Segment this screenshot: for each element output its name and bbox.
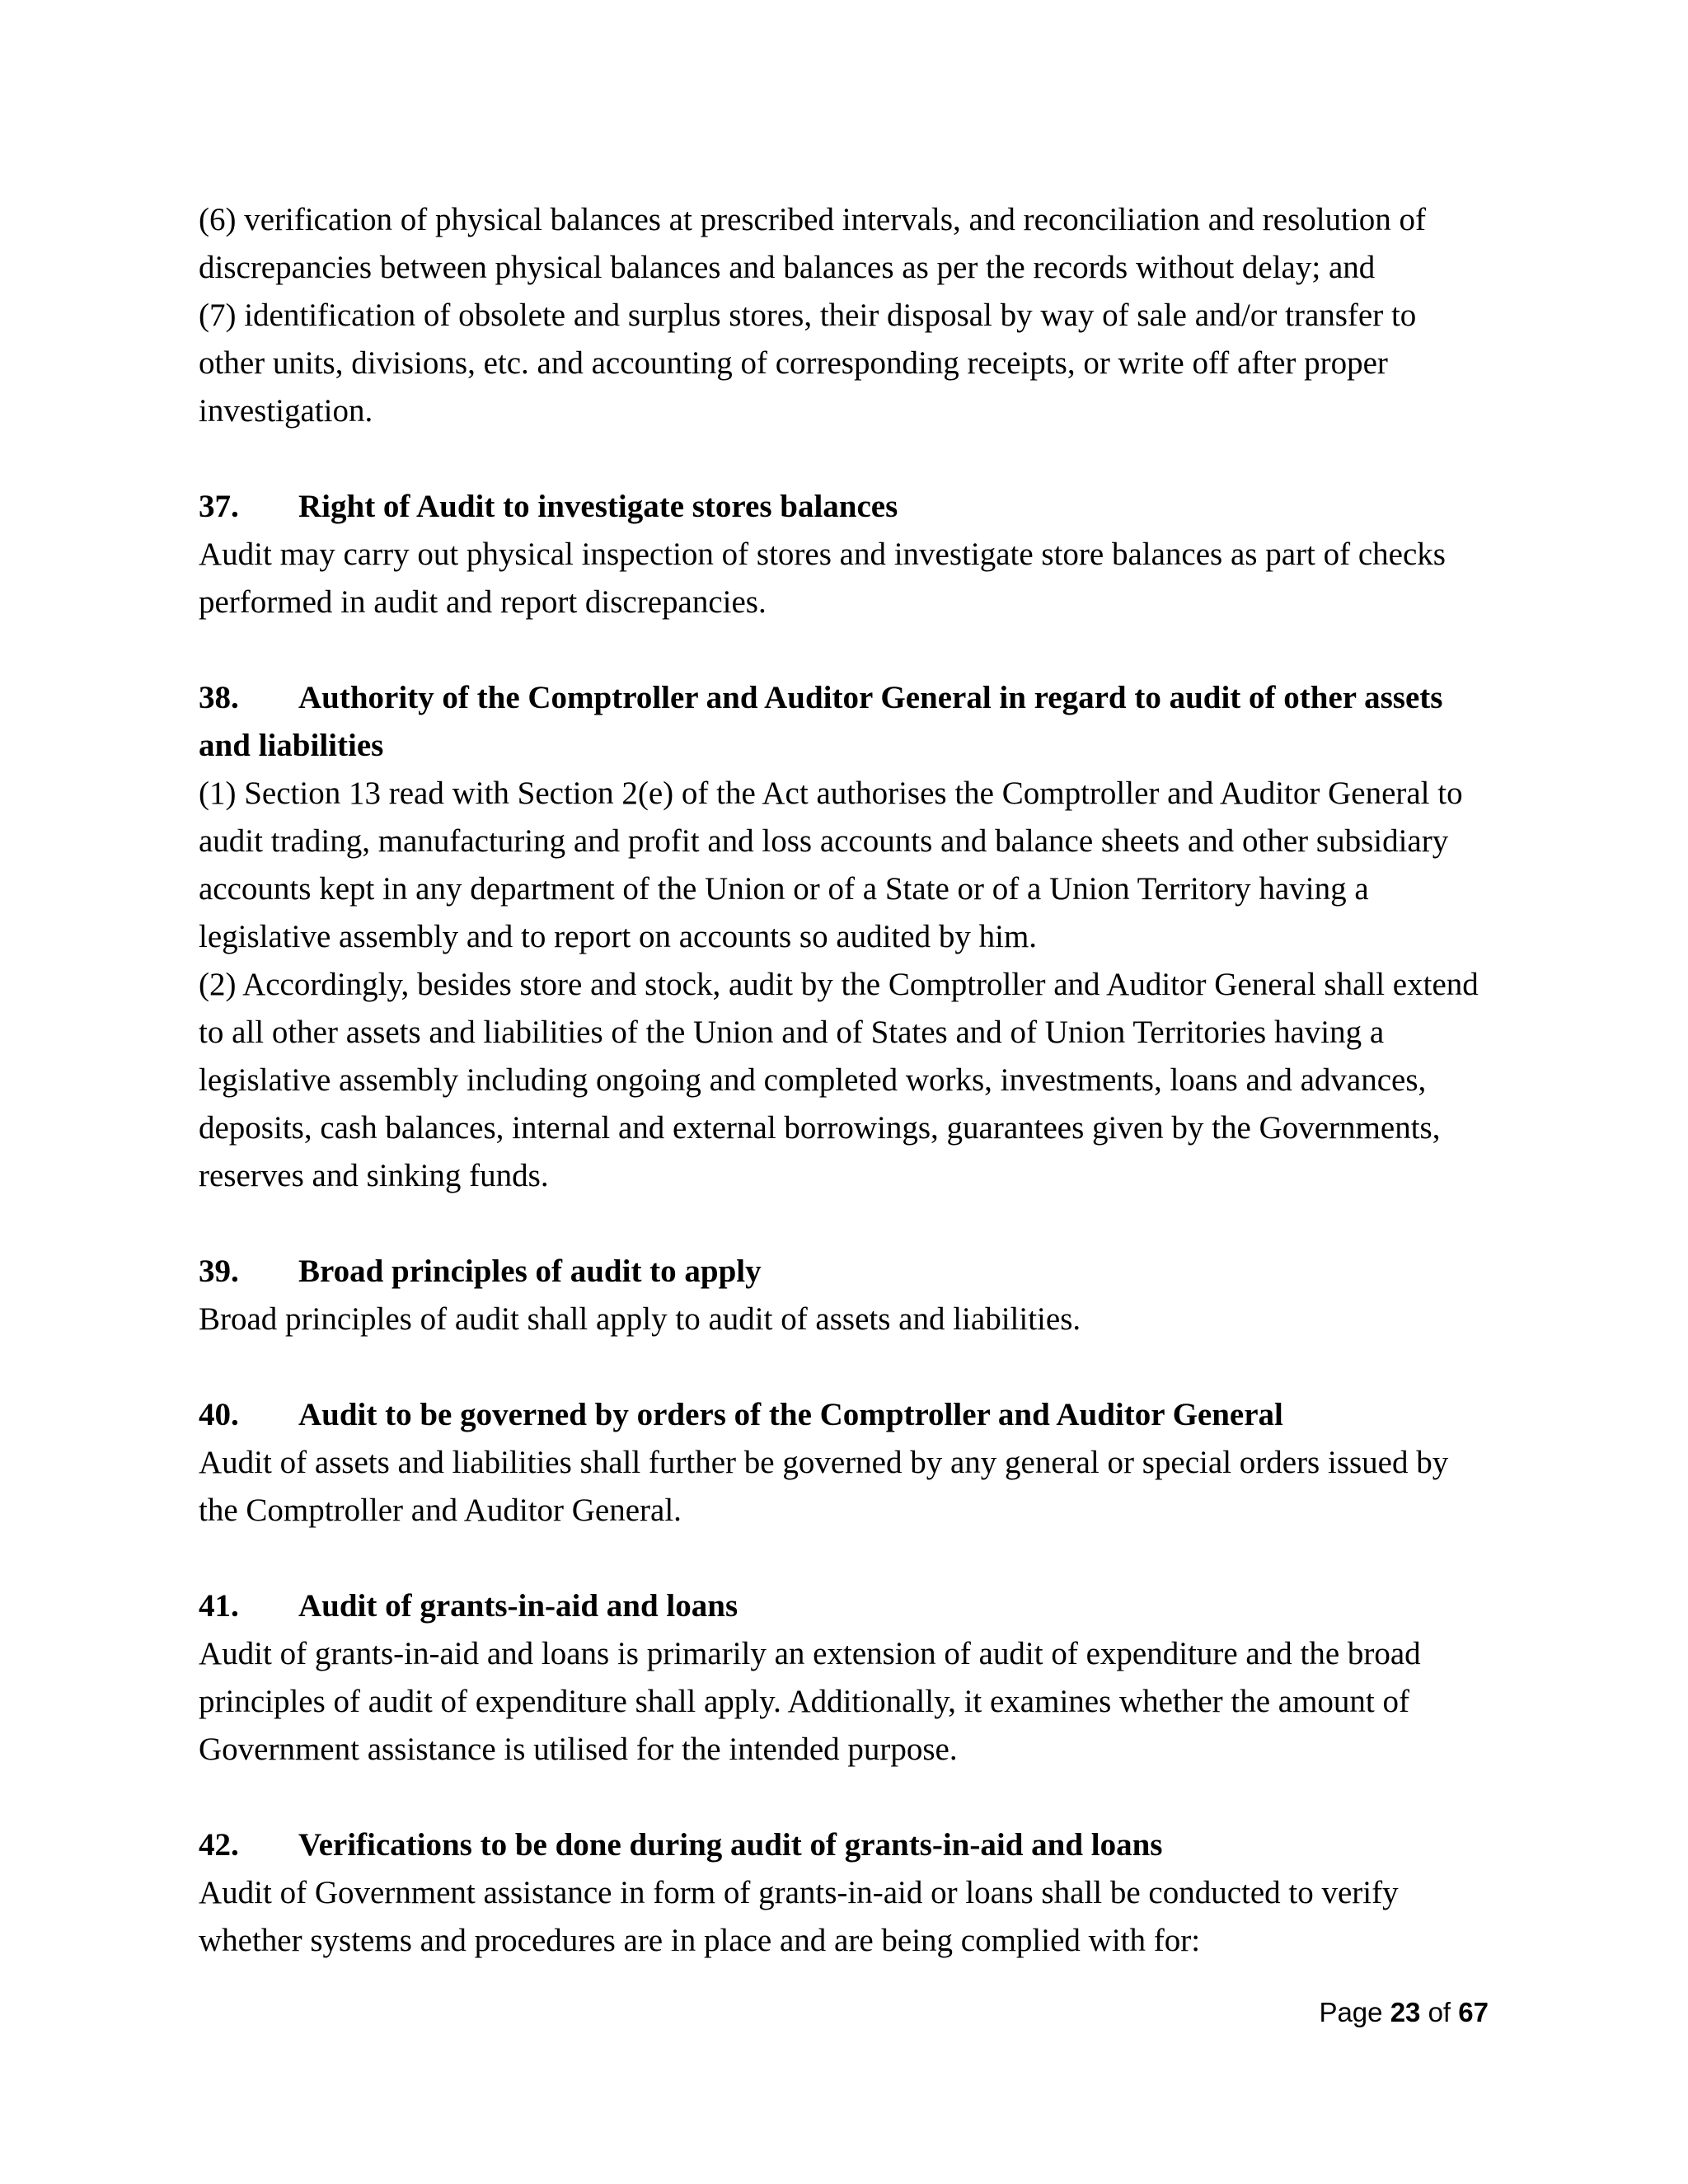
section-title: Verifications to be done during audit of grants-in-aid and loans [298, 1827, 1163, 1863]
total-pages-number: 67 [1458, 1997, 1489, 2027]
section-title: Audit of grants-in-aid and loans [298, 1588, 738, 1624]
section-title: Right of Audit to investigate stores balances [298, 489, 898, 524]
page-of-label: of [1428, 1997, 1451, 2027]
section-heading [199, 1248, 1489, 1296]
section-39 [199, 1248, 1489, 1343]
document-page [199, 196, 1489, 1965]
section-paragraph: Audit of Government assistance in form of grants-in-aid or loans shall be conducted to verify whether systems and procedures are in place and are being complied with for: [199, 1875, 1399, 1958]
section-title: Authority of the Comptroller and Auditor General in regard to audit of other assets and liabilities [199, 680, 1443, 763]
section-title: Broad principles of audit to apply [298, 1254, 762, 1289]
page-label: Page [1319, 1997, 1383, 2027]
section-number: 39. [199, 1254, 239, 1289]
section-heading [199, 1391, 1489, 1439]
section-number: 38. [199, 680, 239, 715]
intro-paragraph-6: (6) verification of physical balances at prescribed intervals, and reconciliation and resolution of discrepancies between physical balances and balances as per the records without delay; and [199, 202, 1427, 285]
section-number: 41. [199, 1588, 239, 1624]
section-paragraph: Audit may carry out physical inspection of stores and investigate store balances as part of checks performed in audit and report discrepancies. [199, 537, 1446, 620]
page-footer [0, 1996, 1489, 2029]
section-38 [199, 674, 1489, 1200]
section-number: 42. [199, 1827, 239, 1863]
section-number: 40. [199, 1397, 239, 1432]
section-40 [199, 1391, 1489, 1535]
section-heading [199, 674, 1489, 770]
section-41 [199, 1582, 1489, 1774]
section-paragraph: Audit of grants-in-aid and loans is primarily an extension of audit of expenditure and the broad principles of audit of expenditure shall apply. Additionally, it examines whether the amount of Government assistance is utilised for the intended purpose. [199, 1636, 1421, 1767]
current-page-number: 23 [1390, 1997, 1421, 2027]
section-paragraph: (1) Section 13 read with Section 2(e) of the Act authorises the Comptroller and Auditor General to audit trading, manufacturing and profit and loss accounts and balance sheets and other subsidiary accounts kept in any department of the Union or of a State or of a Union Territory having a legislative assembly and to report on accounts so audited by him. [199, 776, 1463, 954]
section-42 [199, 1821, 1489, 1965]
section-paragraph: Audit of assets and liabilities shall further be governed by any general or special orders issued by the Comptroller and Auditor General. [199, 1445, 1449, 1528]
section-number: 37. [199, 489, 239, 524]
section-heading [199, 1582, 1489, 1630]
intro-paragraph-7: (7) identification of obsolete and surplus stores, their disposal by way of sale and/or transfer to other units, divisions, etc. and accounting of corresponding receipts, or write off after proper investigation. [199, 298, 1417, 429]
section-heading [199, 483, 1489, 531]
section-paragraph: (2) Accordingly, besides store and stock, audit by the Comptroller and Auditor General shall extend to all other assets and liabilities of the Union and of States and of Union Territories having a legislative assembly including ongoing and completed works, investments, loans and advances, deposits, cash balances, internal and external borrowings, guarantees given by the Governments, reserves and sinking funds. [199, 967, 1479, 1193]
section-title: Audit to be governed by orders of the Comptroller and Auditor General [298, 1397, 1283, 1432]
section-paragraph: Broad principles of audit shall apply to audit of assets and liabilities. [199, 1301, 1081, 1337]
section-37 [199, 483, 1489, 626]
section-heading [199, 1821, 1489, 1869]
